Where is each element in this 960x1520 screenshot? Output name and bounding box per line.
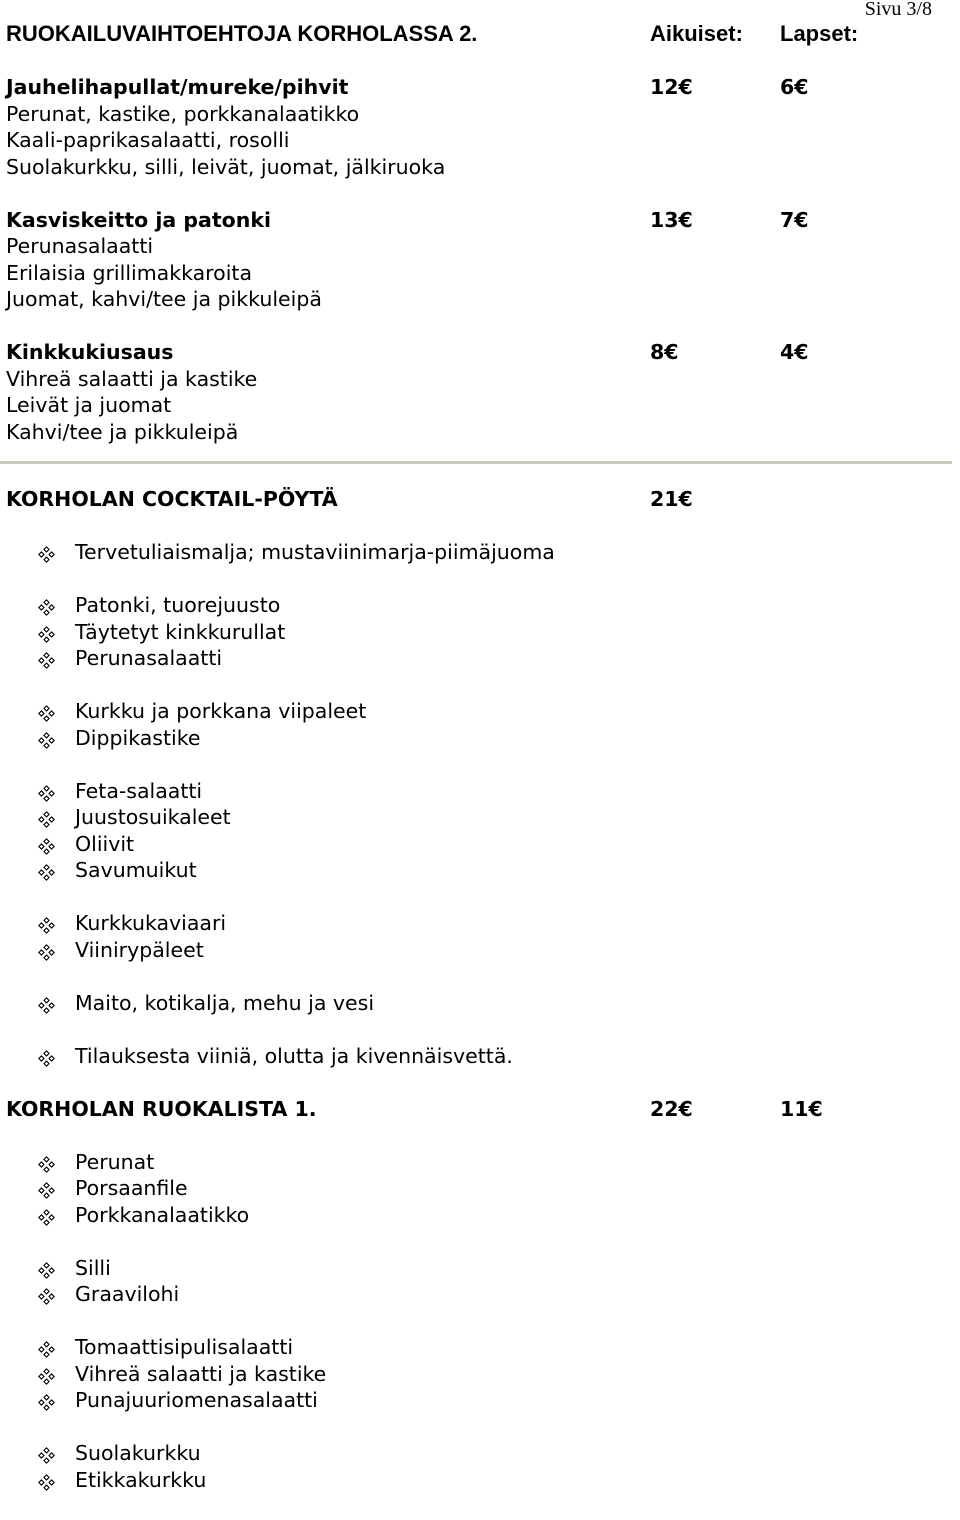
four-diamond-bullet-icon xyxy=(38,729,55,746)
bullet-list-item-text: Porkkanalaatikko xyxy=(75,1202,250,1227)
four-diamond-bullet-icon xyxy=(38,1259,55,1276)
bullet-list-item-text: Graavilohi xyxy=(75,1282,180,1306)
bullet-list-item-text: Vihreä salaatti ja kastike xyxy=(75,1361,327,1386)
bullet-list-item-text: Perunat xyxy=(75,1149,155,1174)
bullet-list-item xyxy=(6,937,946,964)
bullet-list-item xyxy=(6,725,946,752)
bullet-list-item-text: Punajuuriomenasalaatti xyxy=(75,1388,318,1412)
bullet-list-item xyxy=(6,1467,946,1494)
adult-price: 12€ xyxy=(650,75,693,99)
bullet-list-item-text: Juustosuikaleet xyxy=(75,805,231,829)
four-diamond-bullet-icon xyxy=(38,1285,55,1302)
section-divider xyxy=(0,461,952,464)
bullet-list-item xyxy=(6,1281,946,1308)
four-diamond-bullet-icon xyxy=(38,543,55,560)
cocktail-item-list xyxy=(6,539,946,1096)
cocktail-title: KORHOLAN COCKTAIL-PÖYTÄ xyxy=(6,487,338,511)
four-diamond-bullet-icon xyxy=(38,1444,55,1461)
bullet-list-item-text: Oliivit xyxy=(75,831,135,856)
four-diamond-bullet-icon xyxy=(38,808,55,825)
bullet-list-item xyxy=(6,539,946,566)
bullet-list-item-text: Patonki, tuorejuusto xyxy=(75,593,281,617)
child-price: 4€ xyxy=(780,340,809,364)
bullet-list-item xyxy=(6,910,946,937)
bullet-list-item xyxy=(6,1255,946,1282)
bullet-list-item-text: Kurkku ja porkkana viipaleet xyxy=(75,699,367,723)
bullet-list-item xyxy=(6,1387,946,1414)
menu-option-line: Juomat, kahvi/tee ja pikkuleipä xyxy=(6,287,322,311)
menu1-item-list xyxy=(6,1149,946,1520)
four-diamond-bullet-icon xyxy=(38,596,55,613)
four-diamond-bullet-icon xyxy=(38,782,55,799)
bullet-list-item-text: Feta-salaatti xyxy=(75,778,203,803)
bullet-list-item xyxy=(6,1149,946,1176)
four-diamond-bullet-icon xyxy=(38,994,55,1011)
menu-option-name: Jauhelihapullat/mureke/pihvit xyxy=(6,75,349,99)
menu-option-line: Vihreä salaatti ja kastike xyxy=(6,366,258,391)
bullet-list-item-text: Tervetuliaismalja; mustaviinimarja-piimäjuoma xyxy=(75,540,555,564)
bullet-list-item-text: Perunasalaatti xyxy=(75,646,223,670)
menu-option-line: Kaali-paprikasalaatti, rosolli xyxy=(6,128,290,152)
menu-option-line: Erilaisia grillimakkaroita xyxy=(6,260,252,285)
menu-option-line: Perunat, kastike, porkkanalaatikko xyxy=(6,101,360,126)
cocktail-price: 21€ xyxy=(650,487,693,511)
menu1-adult-price: 22€ xyxy=(650,1096,693,1121)
bullet-list-item xyxy=(6,619,946,646)
menu1-heading xyxy=(6,1096,946,1123)
page-header xyxy=(6,21,946,48)
menu-option-name: Kinkkukiusaus xyxy=(6,340,174,364)
bullet-list-item xyxy=(6,592,946,619)
bullet-list-item xyxy=(6,1202,946,1229)
bullet-list-item xyxy=(6,1175,946,1202)
four-diamond-bullet-icon xyxy=(38,1365,55,1382)
bullet-list-item xyxy=(6,990,946,1017)
four-diamond-bullet-icon xyxy=(38,649,55,666)
four-diamond-bullet-icon xyxy=(38,914,55,931)
bullet-list-item-text: Maito, kotikalja, mehu ja vesi xyxy=(75,990,375,1015)
bullet-list-item-text: Tilauksesta viiniä, olutta ja kivennäisvettä. xyxy=(75,1043,513,1068)
four-diamond-bullet-icon xyxy=(38,702,55,719)
four-diamond-bullet-icon xyxy=(38,1179,55,1196)
four-diamond-bullet-icon xyxy=(38,861,55,878)
menu-option-line: Kahvi/tee ja pikkuleipä xyxy=(6,419,239,444)
bullet-list-item-text: Etikkakurkku xyxy=(75,1467,207,1492)
menu-option-line: Leivät ja juomat xyxy=(6,393,172,417)
four-diamond-bullet-icon xyxy=(38,1047,55,1064)
adult-price: 8€ xyxy=(650,340,679,364)
document-body xyxy=(6,21,946,1520)
bullet-list-item-text: Dippikastike xyxy=(75,725,201,750)
bullet-list-item-text: Viinirypäleet xyxy=(75,937,204,962)
menu-option-line: Perunasalaatti xyxy=(6,234,154,258)
bullet-list-item xyxy=(6,857,946,884)
menu1-title: KORHOLAN RUOKALISTA 1. xyxy=(6,1096,317,1121)
menu-option-heading xyxy=(6,339,946,366)
bullet-list-item xyxy=(6,804,946,831)
bullet-list-item-text: Porsaanfile xyxy=(75,1176,188,1200)
menu1-child-price: 11€ xyxy=(780,1096,823,1121)
bullet-list-item xyxy=(6,645,946,672)
child-price: 6€ xyxy=(780,75,809,99)
adults-column-label: Aikuiset: xyxy=(650,21,743,46)
four-diamond-bullet-icon xyxy=(38,835,55,852)
four-diamond-bullet-icon xyxy=(38,1391,55,1408)
four-diamond-bullet-icon xyxy=(38,1471,55,1488)
four-diamond-bullet-icon xyxy=(38,941,55,958)
menu-option-heading xyxy=(6,207,946,234)
menu-option-heading xyxy=(6,74,946,101)
cocktail-heading xyxy=(6,486,946,513)
bullet-list-item xyxy=(6,831,946,858)
menu-option-line: Suolakurkku, silli, leivät, juomat, jälkiruoka xyxy=(6,154,446,179)
adult-price: 13€ xyxy=(650,207,693,232)
four-diamond-bullet-icon xyxy=(38,1153,55,1170)
child-price: 7€ xyxy=(780,207,809,232)
four-diamond-bullet-icon xyxy=(38,1206,55,1223)
bullet-list-item xyxy=(6,1440,946,1467)
bullet-list-item-text: Kurkkukaviaari xyxy=(75,911,227,935)
bullet-list-item xyxy=(6,1334,946,1361)
bullet-list-item xyxy=(6,1361,946,1388)
bullet-list-item-text: Savumuikut xyxy=(75,858,197,882)
menu-option-name: Kasviskeitto ja patonki xyxy=(6,207,271,232)
page-number: Sivu 3/8 xyxy=(864,0,932,20)
bullet-list-item-text: Suolakurkku xyxy=(75,1441,201,1465)
four-diamond-bullet-icon xyxy=(38,623,55,640)
bullet-list-item xyxy=(6,698,946,725)
children-column-label: Lapset: xyxy=(780,21,859,46)
bullet-list-item-text: Tomaattisipulisalaatti xyxy=(75,1335,294,1359)
bullet-list-item-text: Silli xyxy=(75,1255,111,1280)
bullet-list-item xyxy=(6,778,946,805)
page-title: RUOKAILUVAIHTOEHTOJA KORHOLASSA 2. xyxy=(6,21,478,46)
bullet-list-item xyxy=(6,1043,946,1070)
four-diamond-bullet-icon xyxy=(38,1338,55,1355)
bullet-list-item-text: Täytetyt kinkkurullat xyxy=(75,619,286,644)
